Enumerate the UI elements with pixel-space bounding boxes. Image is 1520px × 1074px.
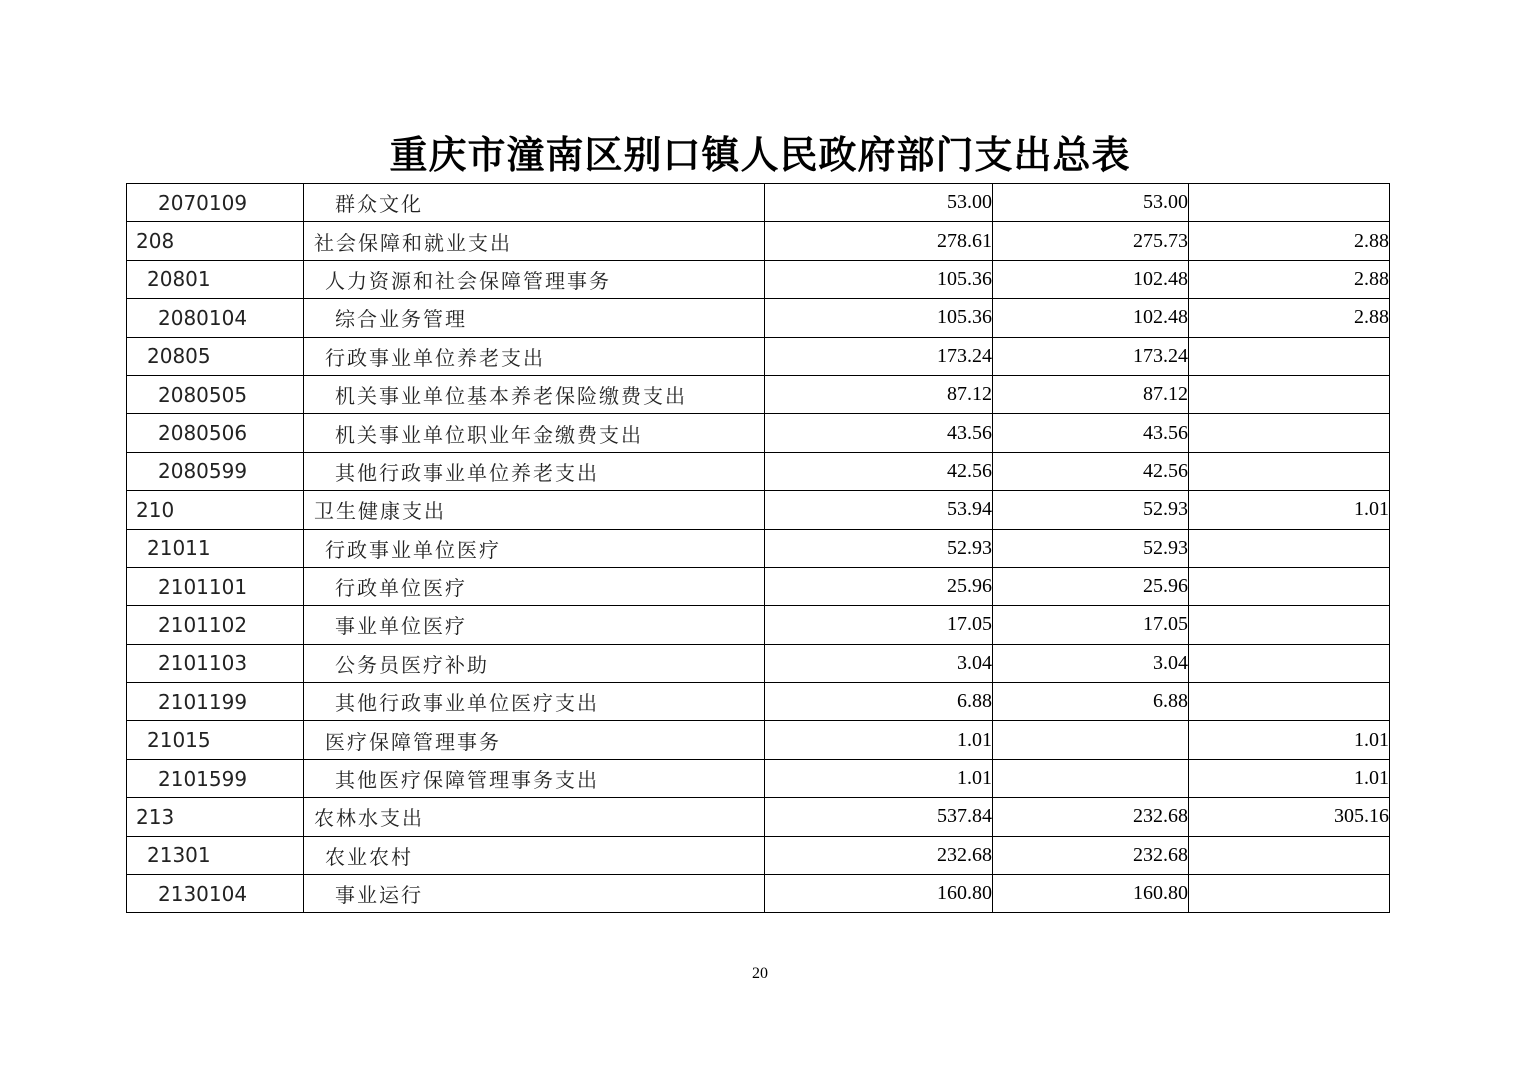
total-amount-cell: 25.96	[765, 567, 993, 605]
subject-name-cell: 医疗保障管理事务	[304, 721, 765, 759]
subject-code-cell: 2130104	[127, 875, 304, 913]
table-row	[127, 759, 1390, 797]
project-expense-cell	[1189, 529, 1390, 567]
table-row	[127, 222, 1390, 260]
subject-code-cell: 2080104	[127, 299, 304, 337]
subject-code-cell: 21011	[127, 529, 304, 567]
subject-code-cell: 2080506	[127, 414, 304, 452]
total-amount-cell: 6.88	[765, 683, 993, 721]
page-title: 重庆市潼南区别口镇人民政府部门支出总表	[389, 133, 1131, 177]
table-row	[127, 683, 1390, 721]
page-number: 20	[752, 965, 768, 982]
subject-name-cell: 其他医疗保障管理事务支出	[304, 759, 765, 797]
table-row	[127, 337, 1390, 375]
total-amount-cell: 3.04	[765, 644, 993, 682]
subject-name-cell: 其他行政事业单位养老支出	[304, 452, 765, 490]
basic-expense-cell: 87.12	[993, 375, 1189, 413]
project-expense-cell	[1189, 836, 1390, 874]
basic-expense-cell	[993, 759, 1189, 797]
project-expense-cell	[1189, 683, 1390, 721]
total-amount-cell: 43.56	[765, 414, 993, 452]
expense-table	[126, 183, 1390, 913]
subject-code-cell: 210	[127, 491, 304, 529]
project-expense-cell	[1189, 644, 1390, 682]
project-expense-cell: 1.01	[1189, 491, 1390, 529]
project-expense-cell	[1189, 375, 1390, 413]
table-row	[127, 836, 1390, 874]
subject-code-cell: 2070109	[127, 184, 304, 222]
table-row	[127, 184, 1390, 222]
total-amount-cell: 173.24	[765, 337, 993, 375]
basic-expense-cell: 42.56	[993, 452, 1189, 490]
total-amount-cell: 105.36	[765, 260, 993, 298]
subject-code-cell: 2101101	[127, 567, 304, 605]
basic-expense-cell: 232.68	[993, 798, 1189, 836]
subject-name-cell: 事业运行	[304, 875, 765, 913]
table-row	[127, 491, 1390, 529]
subject-name-cell: 群众文化	[304, 184, 765, 222]
table-row	[127, 299, 1390, 337]
subject-name-cell: 机关事业单位基本养老保险缴费支出	[304, 375, 765, 413]
basic-expense-cell: 232.68	[993, 836, 1189, 874]
total-amount-cell: 278.61	[765, 222, 993, 260]
project-expense-cell: 2.88	[1189, 260, 1390, 298]
basic-expense-cell: 102.48	[993, 299, 1189, 337]
total-amount-cell: 160.80	[765, 875, 993, 913]
subject-name-cell: 事业单位医疗	[304, 606, 765, 644]
basic-expense-cell: 25.96	[993, 567, 1189, 605]
subject-code-cell: 2101102	[127, 606, 304, 644]
subject-code-cell: 20801	[127, 260, 304, 298]
subject-name-cell: 行政事业单位医疗	[304, 529, 765, 567]
subject-name-cell: 行政事业单位养老支出	[304, 337, 765, 375]
subject-name-cell: 综合业务管理	[304, 299, 765, 337]
table-row	[127, 721, 1390, 759]
basic-expense-cell: 3.04	[993, 644, 1189, 682]
basic-expense-cell: 173.24	[993, 337, 1189, 375]
basic-expense-cell: 53.00	[993, 184, 1189, 222]
project-expense-cell	[1189, 184, 1390, 222]
subject-name-cell: 其他行政事业单位医疗支出	[304, 683, 765, 721]
subject-name-cell: 机关事业单位职业年金缴费支出	[304, 414, 765, 452]
basic-expense-cell: 52.93	[993, 529, 1189, 567]
subject-code-cell: 21301	[127, 836, 304, 874]
table-body	[127, 184, 1390, 913]
subject-code-cell: 2101199	[127, 683, 304, 721]
total-amount-cell: 1.01	[765, 721, 993, 759]
table-row	[127, 452, 1390, 490]
project-expense-cell: 2.88	[1189, 299, 1390, 337]
subject-code-cell: 2080599	[127, 452, 304, 490]
subject-name-cell: 公务员医疗补助	[304, 644, 765, 682]
project-expense-cell	[1189, 414, 1390, 452]
subject-code-cell: 2101103	[127, 644, 304, 682]
basic-expense-cell: 52.93	[993, 491, 1189, 529]
project-expense-cell	[1189, 567, 1390, 605]
basic-expense-cell: 43.56	[993, 414, 1189, 452]
total-amount-cell: 17.05	[765, 606, 993, 644]
table-row	[127, 375, 1390, 413]
total-amount-cell: 42.56	[765, 452, 993, 490]
project-expense-cell: 1.01	[1189, 759, 1390, 797]
table-row	[127, 606, 1390, 644]
subject-name-cell: 人力资源和社会保障管理事务	[304, 260, 765, 298]
subject-code-cell: 2101599	[127, 759, 304, 797]
subject-name-cell: 卫生健康支出	[304, 491, 765, 529]
subject-code-cell: 208	[127, 222, 304, 260]
project-expense-cell	[1189, 875, 1390, 913]
subject-name-cell: 行政单位医疗	[304, 567, 765, 605]
total-amount-cell: 105.36	[765, 299, 993, 337]
basic-expense-cell: 102.48	[993, 260, 1189, 298]
project-expense-cell	[1189, 337, 1390, 375]
total-amount-cell: 1.01	[765, 759, 993, 797]
project-expense-cell	[1189, 452, 1390, 490]
total-amount-cell: 87.12	[765, 375, 993, 413]
table-row	[127, 414, 1390, 452]
table-row	[127, 260, 1390, 298]
basic-expense-cell: 17.05	[993, 606, 1189, 644]
project-expense-cell: 1.01	[1189, 721, 1390, 759]
subject-code-cell: 213	[127, 798, 304, 836]
project-expense-cell: 2.88	[1189, 222, 1390, 260]
basic-expense-cell: 6.88	[993, 683, 1189, 721]
project-expense-cell: 305.16	[1189, 798, 1390, 836]
table-row	[127, 567, 1390, 605]
basic-expense-cell: 160.80	[993, 875, 1189, 913]
subject-code-cell: 20805	[127, 337, 304, 375]
table-row	[127, 529, 1390, 567]
subject-code-cell: 2080505	[127, 375, 304, 413]
total-amount-cell: 53.94	[765, 491, 993, 529]
basic-expense-cell	[993, 721, 1189, 759]
subject-name-cell: 农林水支出	[304, 798, 765, 836]
subject-name-cell: 农业农村	[304, 836, 765, 874]
total-amount-cell: 53.00	[765, 184, 993, 222]
subject-code-cell: 21015	[127, 721, 304, 759]
table-row	[127, 875, 1390, 913]
table-row	[127, 798, 1390, 836]
subject-name-cell: 社会保障和就业支出	[304, 222, 765, 260]
total-amount-cell: 537.84	[765, 798, 993, 836]
basic-expense-cell: 275.73	[993, 222, 1189, 260]
total-amount-cell: 232.68	[765, 836, 993, 874]
table-row	[127, 644, 1390, 682]
total-amount-cell: 52.93	[765, 529, 993, 567]
project-expense-cell	[1189, 606, 1390, 644]
